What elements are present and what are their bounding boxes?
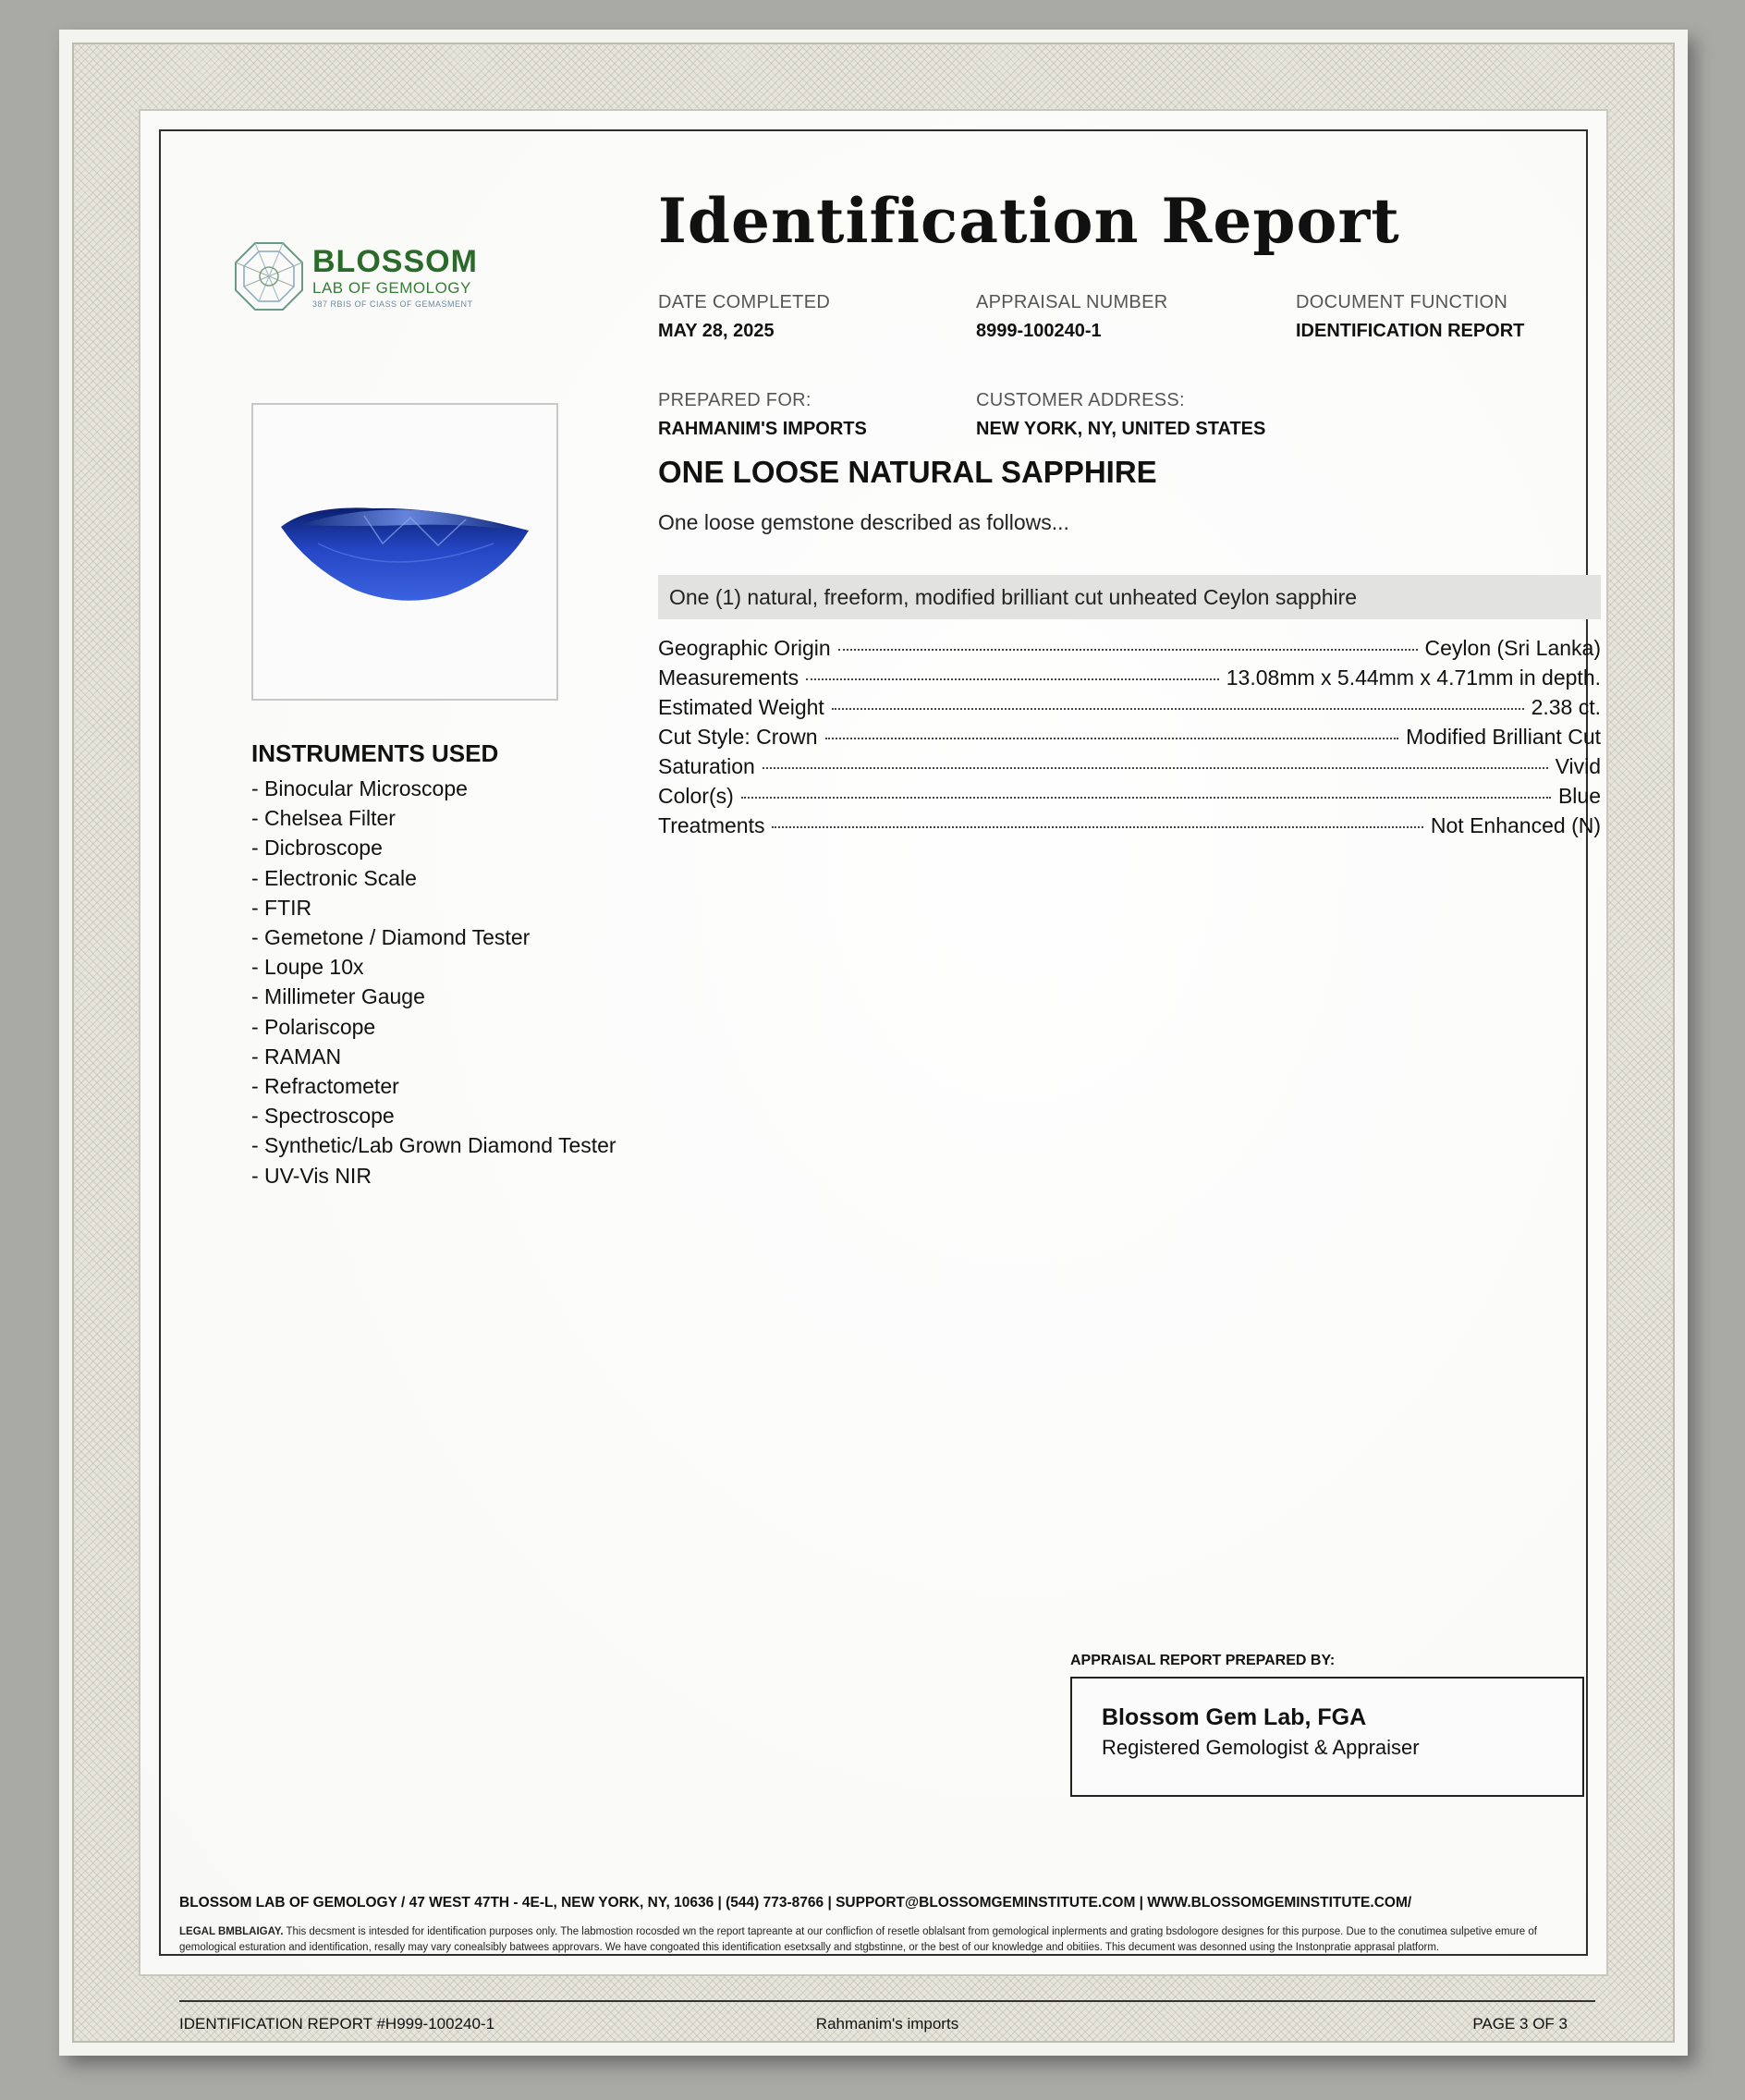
instrument-item: - Electronic Scale	[251, 865, 417, 890]
legal-disclaimer	[179, 1924, 1595, 1956]
field-label: DOCUMENT FUNCTION	[1296, 292, 1508, 312]
instrument-item: - Chelsea Filter	[251, 806, 396, 831]
spec-value: Vivid	[1555, 754, 1601, 778]
leader-dots	[838, 649, 1418, 651]
appraiser-box	[1070, 1677, 1584, 1797]
spec-label: Estimated Weight	[658, 695, 824, 719]
instrument-item: - RAMAN	[251, 1044, 342, 1068]
field-value: 8999-100240-1	[976, 321, 1102, 341]
spec-row	[658, 665, 1601, 695]
instrument-item: - Polariscope	[251, 1014, 376, 1039]
spec-value: Not Enhanced (N)	[1430, 813, 1601, 837]
leader-dots	[772, 826, 1422, 828]
report-title: Identification Report	[658, 185, 1400, 257]
gemstone-photo	[251, 403, 558, 701]
appraiser-role: Registered Gemologist & Appraiser	[1102, 1736, 1420, 1759]
spec-list	[658, 636, 1601, 843]
logo-tagline: 387 RBIS OF CIASS OF GEMASMENT	[312, 299, 473, 309]
instruments-heading: INSTRUMENTS USED	[251, 739, 499, 767]
field-date-completed	[658, 292, 830, 342]
spec-value: Blue	[1557, 784, 1601, 808]
spec-label: Geographic Origin	[658, 636, 831, 660]
appraiser-name: Blossom Gem Lab, FGA	[1102, 1704, 1367, 1730]
leader-dots	[763, 767, 1548, 769]
instrument-item: - FTIR	[251, 895, 312, 920]
footer-client: Rahmanim's imports	[815, 2015, 959, 2033]
footer-divider	[179, 2000, 1595, 2002]
leader-dots	[806, 678, 1219, 680]
field-label: DATE COMPLETED	[658, 292, 831, 312]
spec-label: Treatments	[658, 813, 765, 837]
spec-value: 13.08mm x 5.44mm x 4.71mm in depth.	[1226, 665, 1601, 690]
field-appraisal-number	[976, 292, 1167, 342]
item-subtitle: One loose gemstone described as follows...	[658, 510, 1069, 534]
spec-value: 2.38 ct.	[1531, 695, 1601, 719]
footer-report-id: IDENTIFICATION REPORT #H999-100240-1	[179, 2015, 495, 2033]
field-label: CUSTOMER ADDRESS:	[976, 390, 1185, 410]
footer-address: BLOSSOM LAB OF GEMOLOGY / 47 WEST 47TH - 4E-L, NEW YORK, NY, 10636 | (544) 773-8766 | SUPPORT@BLOSSOMGEMINSTITUTE.COM | WWW.BLOSSOMGEMINSTITUTE.COM/	[179, 1895, 1412, 1911]
certificate-sheet	[59, 30, 1688, 2056]
field-value: IDENTIFICATION REPORT	[1296, 321, 1525, 341]
spec-row	[658, 754, 1601, 784]
appraiser-label: APPRAISAL REPORT PREPARED BY:	[1070, 1653, 1336, 1668]
field-customer-address	[976, 390, 1265, 440]
leader-dots	[825, 738, 1399, 739]
spec-row	[658, 725, 1601, 754]
instrument-item: - Loupe 10x	[251, 955, 364, 980]
spec-label: Color(s)	[658, 784, 734, 808]
field-document-function	[1296, 292, 1524, 342]
item-title: ONE LOOSE NATURAL SAPPHIRE	[658, 455, 1157, 489]
spec-value: Ceylon (Sri Lanka)	[1424, 636, 1601, 660]
instrument-item: - Millimeter Gauge	[251, 984, 425, 1009]
spec-row	[658, 636, 1601, 665]
instrument-item: - Refractometer	[251, 1074, 399, 1099]
item-description: One (1) natural, freeform, modified brilliant cut unheated Ceylon sapphire	[658, 575, 1601, 619]
legal-text: This decsment is intesded for identification purposes only. The labmostion rocosded wn the report tapreante at our conflicfion of resetle oblalsant from gemological inplerments and grating bsdologore designes for this purpose. Due to the conutimea sulpetive emure of gemological esturation and identification, resally may vary conealsibly batwees approvars. We have congoated this identification esetxsally and stgbstinne, or the best of our knowledge and obitiies. This decument was desonned using the Instonpratie apprasal platform.	[179, 1926, 1537, 1953]
leader-dots	[741, 797, 1551, 799]
footer-page-number: PAGE 3 OF 3	[1472, 2015, 1568, 2033]
instrument-item: - Binocular Microscope	[251, 776, 468, 800]
instrument-item: - Gemetone / Diamond Tester	[251, 925, 531, 950]
spec-row	[658, 695, 1601, 725]
spec-row	[658, 813, 1601, 843]
spec-label: Saturation	[658, 754, 755, 778]
lab-logo	[233, 240, 510, 314]
leader-dots	[832, 708, 1524, 710]
sapphire-image	[253, 405, 556, 699]
field-prepared-for	[658, 390, 867, 440]
spec-row	[658, 784, 1601, 813]
spec-label: Measurements	[658, 665, 799, 690]
instrument-item: - UV-Vis NIR	[251, 1163, 372, 1188]
instrument-item: - Dicbroscope	[251, 836, 383, 861]
instruments-list	[251, 739, 616, 1190]
spec-label: Cut Style: Crown	[658, 725, 818, 749]
octagon-gem-icon	[233, 240, 305, 312]
report-page	[139, 109, 1608, 2033]
instrument-item: - Spectroscope	[251, 1104, 395, 1129]
instrument-item: - Synthetic/Lab Grown Diamond Tester	[251, 1133, 616, 1158]
spec-value: Modified Brilliant Cut	[1406, 725, 1601, 749]
logo-name: BLOSSOM	[312, 244, 478, 279]
field-value: RAHMANIM'S IMPORTS	[658, 419, 867, 439]
field-label: APPRAISAL NUMBER	[976, 292, 1168, 312]
field-value: MAY 28, 2025	[658, 321, 775, 341]
guilloche-border	[72, 43, 1675, 2043]
field-value: NEW YORK, NY, UNITED STATES	[976, 419, 1266, 439]
logo-subtitle: LAB OF GEMOLOGY	[312, 279, 471, 297]
field-label: PREPARED FOR:	[658, 390, 811, 410]
legal-label: LEGAL BMBLAIGAY.	[179, 1926, 284, 1937]
